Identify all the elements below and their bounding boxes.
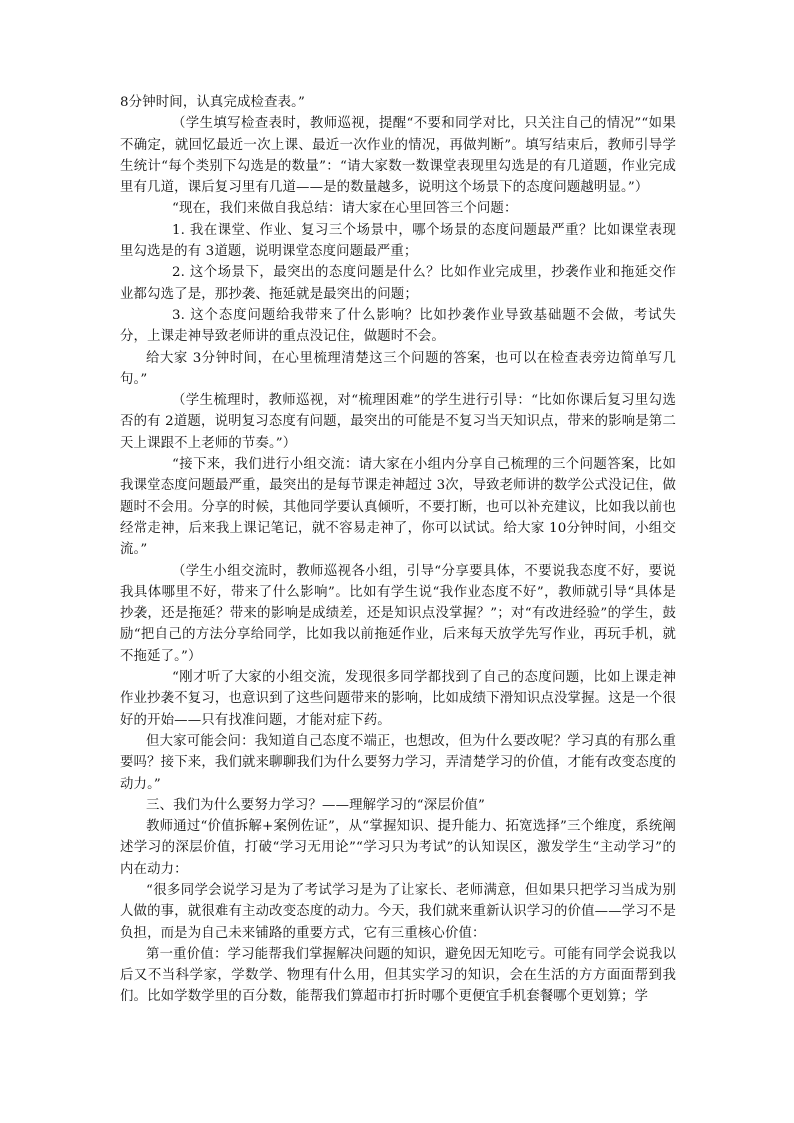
section-heading: 三、我们为什么要努力学习？——理解学习的“深层价值”: [146, 797, 485, 813]
paragraph: 给大家 3分钟时间，在心里梳理清楚这三个问题的答案，也可以在检查表旁边简单写几句。”: [120, 350, 676, 387]
paragraph: 第一重价值：学习能帮我们掌握解决问题的知识，避免因无知吃亏。可能有同学会说我以后又不当科学家，学数学、物理有什么用，但其实学习的知识，会在生活的方方面面帮到我们。比如学数学里的百分数，能帮我们算超市打折时哪个更便宜手机套餐哪个更划算；学: [120, 946, 676, 1005]
document-page: [120, 92, 676, 1008]
paragraph: “接下来，我们进行小组交流：请大家在小组内分享自己梳理的三个问题答案，比如我课堂态度问题最严重，最突出的是每节课走神超过 3次，导致老师讲的数学公式没记住，做题时不会用。分享的时候，其他同学要认真倾听，不要打断，也可以补充建议，比如我以前也经常走神，后来我上课记笔记，就不容易走神了，你可以试试。给大家 10分钟时间，小组交流。”: [120, 457, 676, 558]
paragraph: （学生梳理时，教师巡视，对“梳理困难”的学生进行引导：“比如你课后复习里勾选否的有 2道题，说明复习态度有问题，最突出的可能是不复习当天知识点，带来的影响是第二天上课跟不上老师的节奏。”）: [120, 393, 676, 451]
paragraph: “现在，我们来做自我总结：请大家在心里回答三个问题：: [172, 201, 518, 217]
paragraph: （学生填写检查表时，教师巡视，提醒“不要和同学对比，只关注自己的情况”“如果不确定，就回忆最近一次上课、最近一次作业的情况，再做判断”。填写结束后，教师引导学生统计“每个类别下勾选是的数量”：“请大家数一数课堂表现里勾选是的有几道题，作业完成里有几道，课后复习里有几道——是的数量越多，说明这个场景下的态度问题越明显。”）: [120, 116, 676, 196]
list-item: 2. 这个场景下，最突出的态度问题是什么？比如作业完成里，抄袭作业和拖延交作业都勾选了是，那抄袭、拖延就是最突出的问题；: [120, 265, 676, 302]
list-item: 3. 这个态度问题给我带来了什么影响？比如抄袭作业导致基础题不会做，考试失分，上课走神导致老师讲的重点没记住，做题时不会。: [120, 307, 676, 345]
paragraph: 但大家可能会问：我知道自己态度不端正，也想改，但为什么要改呢？学习真的有那么重要吗？接下来，我们就来聊聊我们为什么要努力学习，弄清楚学习的价值，才能有改变态度的动力。”: [120, 733, 676, 792]
paragraph: “很多同学会说学习是为了考试学习是为了让家长、老师满意，但如果只把学习当成为别人做的事，就很难有主动改变态度的动力。今天，我们就来重新认识学习的价值——学习不是负担，而是为自己未来铺路的重要方式，它有三重核心价值：: [120, 882, 676, 941]
list-item: 1. 我在课堂、作业、复习三个场景中，哪个场景的态度问题最严重？比如课堂表现里勾选是的有 3道题，说明课堂态度问题最严重；: [120, 222, 676, 260]
paragraph: 教师通过“价值拆解+案例佐证”，从“掌握知识、提升能力、拓宽选择”三个维度，系统阐述学习的深层价值，打破“学习无用论”“学习只为考试”的认知误区，激发学生“主动学习”的内在动力：: [120, 819, 676, 877]
paragraph: （学生小组交流时，教师巡视各小组，引导“分享要具体，不要说我态度不好，要说我具体哪里不好，带来了什么影响”。比如有学生说“我作业态度不好”，教师就引导“具体是抄袭，还是拖延？带来的影响是成绩差，还是知识点没掌握？”；对“有改进经验”的学生，鼓励“把自己的方法分享给同学，比如我以前拖延作业，后来每天放学先写作业，再玩手机，就不拖延了。”）: [120, 563, 676, 664]
paragraph: 8分钟时间，认真完成检查表。”: [120, 95, 305, 110]
paragraph: “刚才听了大家的小组交流，发现很多同学都找到了自己的态度问题，比如上课走神作业抄袭不复习，也意识到了这些问题带来的影响，比如成绩下滑知识点没掌握。这是一个很好的开始——只有找准问题，才能对症下药。: [120, 670, 676, 728]
